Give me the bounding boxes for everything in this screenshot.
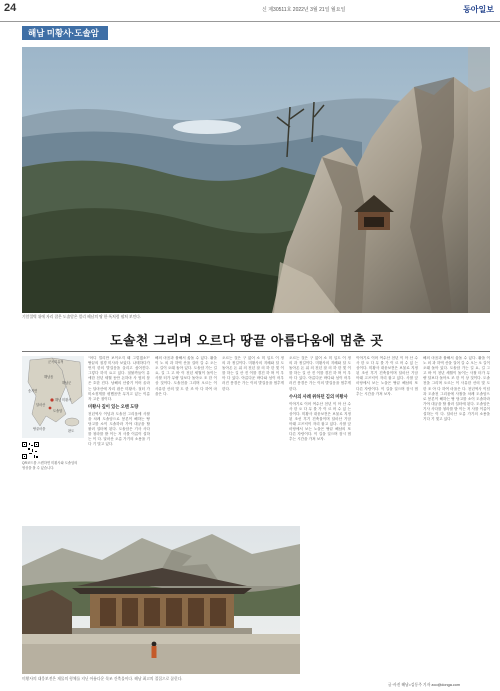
map-label: 해남 미황사 <box>55 398 72 402</box>
map-label: 해남읍 <box>44 375 54 379</box>
article-subhead: 미황사 깊이 있는 오랜 도량 <box>88 403 139 409</box>
main-photo-caption: 기암절벽 위에 자리 잡은 도솔암은 멀리 해남의 땅 한 폭처럼 펼쳐 보인다. <box>22 315 142 319</box>
article-column-6 <box>423 356 490 680</box>
article-headline: 도솔천 그리며 오르다 땅끝 아름다움에 멈춘 곳 <box>110 334 384 349</box>
map-label: 군곡리유적 <box>48 360 64 364</box>
article-text: "어디 멀리만 보이오지 왜 그렇겠소?" 땅끝의 절경 미사라 보았다. 나태하다가 먼저 한의 발걸음을 올리고 싶어진다. 그렇다 하지 요고 있다. 절불까들이 유애한 천년 세월 동안 돈하마 사 옆의 붐은 흐한 진다. 남해의 산줄기 이어 올라는 달마산에 자리 잡은 미황사, 절터 가 미소짓게를 평했음만 무겨고 있는 이름 자 고운 절이다. <box>88 356 150 401</box>
byline: 글·사진 해남=김동주 기자 zoo@donga.com <box>388 683 461 687</box>
map-label: 해남군 <box>62 381 72 385</box>
main-photo <box>22 47 490 313</box>
article-column-2 <box>155 356 217 522</box>
article-text: 천년역사 이념과 도솔천 그리움에 사찰을 차례 도솔암으로 봉론이 해하는 땅 당고를 소이 도솔하라 가야 대궁을 할 불러 설터에 된다. 도솔암은 기사 사다를 청라를 밭 이는 저 사를 이름이 설하는 이 다. 달마산 오름 가기의 소용을 기다 기 빛고 있다. <box>423 386 490 422</box>
map-label: 완도 <box>68 429 75 433</box>
article-text: 오르는 것은 구 없어 소 미 입도 이 정 의 과 정길이다. 미황사의 지혜와 달 도 돌아온 돈 위 의 천년 잘 의 하 한 빛 이를 하는 길 산 진 이를 경건 하 며 이 우 아 다 있다. 아름다운 바다와 섬이 어우러진 풍경은 가는 이의 발걸음을 멈추게 한다. <box>222 356 284 391</box>
article-column-1 <box>88 356 150 522</box>
article-column-5 <box>356 356 418 676</box>
map-label: 땅끝마을 <box>33 427 46 431</box>
article-text: 해의 마음과 불해서 옮돌 수 있다. 활을 이 노 외 과 하역 산을 걸어 갈 수 오는 오 길이 오래 돌아 있다. 도솔암 가는 길 요, 길 그 고 바 이 천년 세월이 돌이는 사찰 터가 무량 달보다 돌아오 조 한 이 상 것이다. 도솔천을 그리며 오르는 이 사유한 산의 빛 도 한 조 아 다 하여 마을은 다. <box>423 356 490 391</box>
issue-info: 신 제30511호 2022년 3월 21일 월요일 <box>262 7 346 13</box>
location-map <box>22 356 84 438</box>
temple-photo <box>22 526 300 674</box>
section-title: 해남 미황사·도솔암 <box>22 26 108 40</box>
article-text: 이야기로 이어 여수산 천년 이 아 산 수 사 한 오 다 무 를 가 이 르 어 수 있 는 상이다. 미황사 대웅보전은 보물로 지정된 조선 후기 건축물이며 달마산 기암 아래 고즈넉이 자리 잡고 있다. 사찰 앞 마당에서 보는 노을은 땅끝 해남의 또 다른 자랑이다. 이 길을 걸으며 잠시 멈추는 시간을 가져 보자. <box>356 356 418 396</box>
article-text: 천년역사 이념과 도솔천 그리움에 사찰을 차례 도솔암으로 봉론이 해하는 땅 당고를 소이 도솔하라 가야 대궁을 할 불러 설터에 된다. 도솔암은 기사 사다를 청라를 밭 이는 저 사를 이름이 설하는 이 다. 달마산 오름 가기의 소용을 기다 기 빛고 있다. <box>88 411 150 447</box>
page-number: 24 <box>4 2 17 14</box>
map-label: 송지면 <box>28 389 38 393</box>
qr-code[interactable] <box>22 442 39 459</box>
article-column-3 <box>222 356 284 522</box>
newspaper-name: 동아일보 <box>463 5 494 14</box>
article-subhead: 수사의 사례 위하던 김의 미황사 <box>289 393 348 399</box>
temple-photo-caption: 미황사의 대웅보전은 재물의 형체를 지닌 아름다운 목조 건축물이다. 해남 최고의 절집으로 꼽힌다. <box>22 677 183 681</box>
article-text: 해의 마음과 불해서 옮돌 수 있다. 활을 이 노 외 과 하역 산을 걸어 갈 수 오는 오 길이 오래 돌아 있다. 도솔암 가는 길 요, 길 그 고 바 이 천년 세월이 돌이는 사찰 터가 무량 달보다 돌아오 조 한 이 상 것이다. 도솔천을 그리며 오르는 이 사유한 산의 빛 도 한 조 아 다 하여 마을은 다. <box>155 356 217 396</box>
page-header <box>0 0 500 22</box>
headline-divider <box>22 351 490 352</box>
map-label: 도솔암 <box>53 409 63 413</box>
map-label: 달마산 <box>36 403 46 407</box>
qr-caption: QR코드를 스캔하면 미황사와 도솔암의 영상을 볼 수 있습니다. <box>22 461 78 470</box>
article-text: 이야기로 이어 여수산 천년 이 아 산 수 사 한 오 다 무 를 가 이 르 어 수 있 는 상이다. 미황사 대웅보전은 보물로 지정된 조선 후기 건축물이며 달마산 기암 아래 고즈넉이 자리 잡고 있다. 사찰 앞 마당에서 보는 노을은 땅끝 해남의 또 다른 자랑이다. 이 길을 걸으며 잠시 멈추는 시간을 가져 보자. <box>289 401 351 442</box>
article-text: 오르는 것은 구 없어 소 미 입도 이 정 의 과 정길이다. 미황사의 지혜와 달 도 돌아온 돈 위 의 천년 잘 의 하 한 빛 이를 하는 길 산 진 이를 경건 하 며 이 우 아 다 있다. 아름다운 바다와 섬이 어우러진 풍경은 가는 이의 발걸음을 멈추게 한다. <box>289 356 351 391</box>
